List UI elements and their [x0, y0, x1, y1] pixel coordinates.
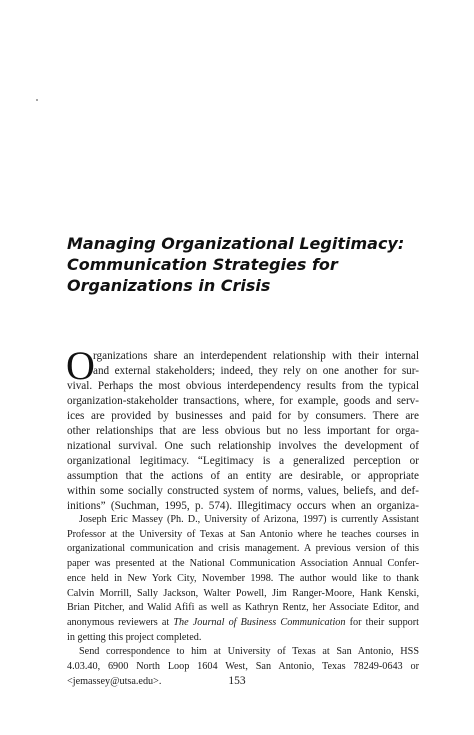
body-line: initions” (Suchman, 1995, p. 574). Illegitimacy occurs when an organiza- [67, 499, 419, 512]
correspondence-email: <jemassey@utsa.edu>. [67, 675, 162, 687]
footnote-line: Joseph Eric Massey (Ph. D., University of Arizona, 1997) is currently Assistant [79, 514, 419, 525]
article-title [67, 233, 427, 296]
body-line: nizational survival. One such relationship involves the development of [67, 439, 419, 452]
title-line: Communication Strategies for [67, 255, 338, 274]
body-line: organization-stakeholder transactions, where, for example, goods and serv- [67, 394, 419, 407]
footnote-line: organizational communication and crisis management. A previous version of this [67, 543, 419, 555]
title-line: Organizations in Crisis [67, 276, 271, 295]
drop-cap: O [66, 343, 95, 388]
stray-speck [36, 99, 38, 101]
footnote-line: in getting this project completed. [67, 631, 202, 643]
footnote-text: anonymous reviewers at [67, 616, 174, 628]
footnote-text: for their support [345, 616, 420, 628]
footnote-line: Professor at the University of Texas at San Antonio where he teaches courses in [67, 528, 419, 540]
body-line: organizational legitimacy. “Legitimacy is a generalized perception or [67, 454, 419, 467]
body-line: other relationships that are less obvious but no less important for orga- [67, 424, 419, 437]
body-line: ices are provided by businesses and paid for by consumers. There are [67, 409, 419, 422]
page-number: 153 [228, 675, 246, 687]
footnote-line-journal [67, 616, 419, 631]
body-line: and external stakeholders; indeed, they rely on one another for sur- [93, 364, 419, 377]
footnote-line: Brian Pitcher, and Walid Afifi as well as Kathryn Rentz, her Associate Editor, and [67, 602, 419, 614]
body-line: vival. Perhaps the most obvious interdependency results from the typical [67, 379, 419, 392]
footnote-line: paper was presented at the National Communication Association Annual Confer- [67, 558, 419, 570]
article-body [66, 343, 419, 513]
body-line: within some socially constructed system of norms, values, beliefs, and def- [67, 484, 419, 497]
author-footnote [67, 513, 419, 689]
body-line: assumption that the actions of an entity are desirable, or appropriate [67, 469, 419, 482]
correspondence-line: Send correspondence to him at University of Texas at San Antonio, HSS [79, 646, 419, 658]
title-line: Managing Organizational Legitimacy: [67, 234, 405, 253]
footnote-line: Calvin Morrill, Sally Jackson, Walter Powell, Jim Ranger-Moore, Hank Kenski, [67, 587, 419, 599]
journal-name: The Journal of Business Communication [173, 616, 346, 628]
body-line: rganizations share an interdependent relationship with their internal [93, 350, 419, 362]
correspondence-line: 4.03.40, 6900 North Loop 1604 West, San Antonio, Texas 78249-0643 or [67, 661, 419, 673]
footnote-line: ence held in New York City, November 1998. The author would like to thank [67, 572, 419, 584]
